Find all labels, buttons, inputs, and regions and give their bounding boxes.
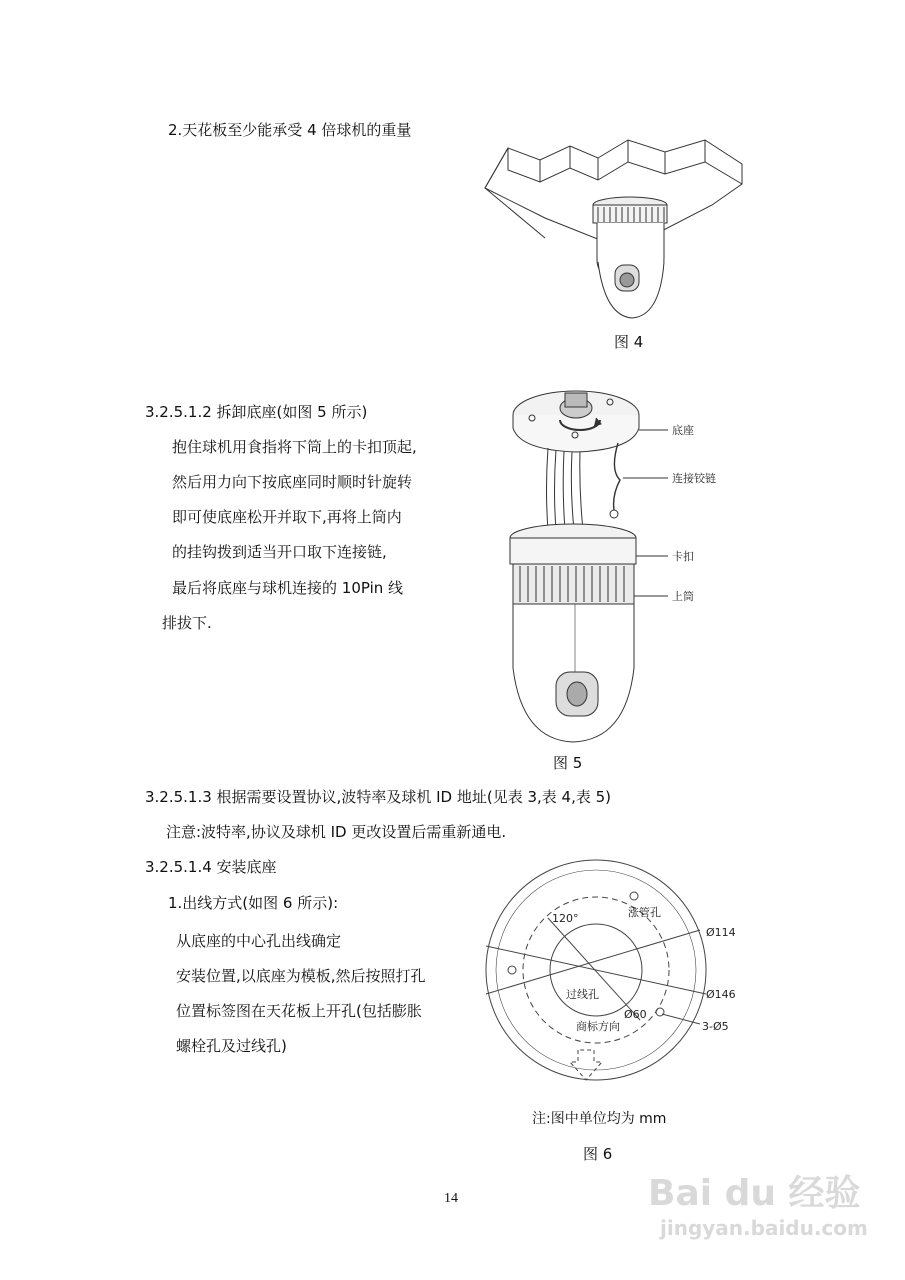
subheading-cable-exit: 1.出线方式(如图 6 所示): [168, 894, 339, 912]
item-text-ceiling-load: 2.天花板至少能承受 4 倍球机的重量 [168, 121, 412, 139]
figure-6-caption: 图 6 [583, 1145, 613, 1163]
body-line-4: 的挂钩拨到适当开口取下连接链, [172, 543, 387, 561]
body-line-5: 最后将底座与球机连接的 10Pin 线 [172, 579, 404, 597]
body-line-1: 抱住球机用食指将下筒上的卡扣顶起, [172, 438, 417, 456]
label-base: 底座 [672, 424, 694, 437]
section-heading-install-base: 3.2.5.1.4 安装底座 [145, 858, 277, 876]
body-line-2: 然后用力向下按底座同时顺时针旋转 [172, 473, 413, 491]
label-d114: Ø114 [706, 926, 736, 939]
body-line-b: 安装位置,以底座为模板,然后按照打孔 [176, 967, 426, 985]
label-clip: 卡扣 [672, 550, 694, 563]
figure-4-caption: 图 4 [614, 333, 644, 351]
body-line-a: 从底座的中心孔出线确定 [176, 932, 342, 950]
label-screw-holes: 3-Ø5 [702, 1020, 729, 1033]
body-line-d: 螺栓孔及过线孔) [176, 1037, 287, 1055]
figure-5-caption: 图 5 [553, 754, 583, 772]
note-reboot: 注意:波特率,协议及球机 ID 更改设置后需重新通电. [166, 823, 507, 841]
baidu-watermark-url: jingyan.baidu.com [660, 1216, 868, 1240]
label-pipe-hole: 涨管孔 [628, 906, 661, 919]
label-d60: Ø60 [624, 1008, 647, 1021]
label-wire-hole: 过线孔 [566, 988, 599, 1001]
body-line-3: 即可使底座松开并取下,再将上筒内 [172, 508, 402, 526]
baidu-watermark-logo: Bai du 经验 [648, 1173, 861, 1214]
unit-note: 注:图中单位均为 mm [532, 1111, 667, 1127]
page-number: 14 [444, 1191, 458, 1206]
body-line-c: 位置标签图在天花板上开孔(包括膨胀 [176, 1002, 422, 1020]
section-heading-remove-base: 3.2.5.1.2 拆卸底座(如图 5 所示) [145, 403, 368, 421]
section-heading-protocol: 3.2.5.1.3 根据需要设置协议,波特率及球机 ID 地址(见表 3,表 4,表 5) [145, 788, 612, 806]
label-chain: 连接铰链 [672, 472, 716, 485]
label-angle: 120° [552, 912, 579, 925]
label-d146: Ø146 [706, 988, 736, 1001]
label-upper-barrel: 上筒 [672, 590, 694, 603]
label-logo-direction: 商标方向 [576, 1020, 620, 1033]
body-line-6: 排拔下. [162, 614, 212, 632]
